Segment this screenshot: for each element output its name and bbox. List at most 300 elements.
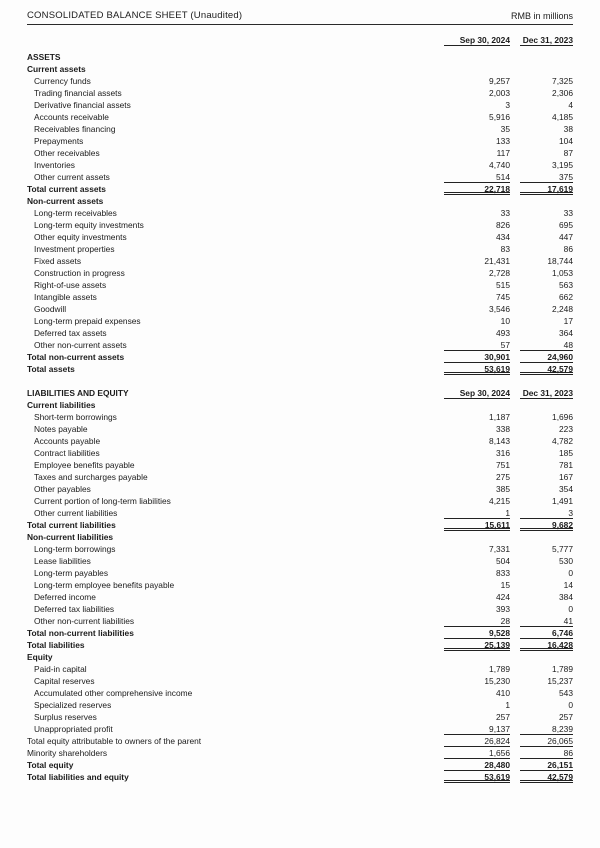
value-dec-31-2023: 17	[563, 316, 573, 326]
value-sep-30-2024: 53,619	[444, 771, 510, 783]
column-gap	[510, 231, 520, 243]
value-dec-31-2023: 364	[559, 328, 573, 338]
table-row	[27, 387, 573, 399]
column-gap	[510, 147, 520, 159]
row-label: Other current assets	[34, 172, 110, 182]
row-label: Prepayments	[34, 136, 84, 146]
value-dec-31-2023: 530	[559, 556, 573, 566]
value-dec-31-2023: 87	[563, 148, 573, 158]
row-label: Investment properties	[34, 244, 115, 254]
value-sep-30-2024: 7,331	[489, 544, 510, 554]
table-row	[27, 183, 573, 195]
table-row	[27, 423, 573, 435]
column-gap	[510, 435, 520, 447]
table-row	[27, 99, 573, 111]
column-gap	[510, 699, 520, 711]
table-row	[27, 339, 573, 351]
column-gap	[510, 75, 520, 87]
row-label: Employee benefits payable	[34, 460, 135, 470]
document-header	[27, 10, 573, 25]
row-label: Current portion of long-term liabilities	[34, 496, 171, 506]
value-sep-30-2024: 1,187	[489, 412, 510, 422]
column-gap	[510, 267, 520, 279]
row-label: Capital reserves	[34, 676, 95, 686]
value-sep-30-2024: 25,139	[444, 639, 510, 651]
value-sep-30-2024: 4,215	[489, 496, 510, 506]
row-label: Surplus reserves	[34, 712, 97, 722]
column-header-dec-31-2023: Dec 31, 2023	[520, 34, 573, 46]
row-label: Other non-current assets	[34, 340, 127, 350]
row-label: Non-current liabilities	[27, 532, 114, 542]
row-label: Current liabilities	[27, 400, 96, 410]
row-label: Construction in progress	[34, 268, 125, 278]
value-dec-31-2023: 26,151	[520, 759, 573, 771]
column-gap	[510, 507, 520, 519]
row-label: Total liabilities and equity	[27, 772, 129, 782]
table-row	[27, 735, 573, 747]
row-label: Fixed assets	[34, 256, 82, 266]
value-sep-30-2024	[444, 63, 510, 75]
column-gap	[510, 471, 520, 483]
column-gap	[510, 399, 520, 411]
value-sep-30-2024: 83	[500, 244, 510, 254]
value-dec-31-2023: 7,325	[552, 76, 573, 86]
value-sep-30-2024: 745	[496, 292, 510, 302]
row-label: Accounts receivable	[34, 112, 109, 122]
value-sep-30-2024: 1,789	[489, 664, 510, 674]
column-gap	[510, 495, 520, 507]
row-label: Long-term payables	[34, 568, 109, 578]
table-row	[27, 651, 573, 663]
value-dec-31-2023: 695	[559, 220, 573, 230]
column-gap	[510, 627, 520, 639]
value-dec-31-2023: 1,696	[552, 412, 573, 422]
table-row	[27, 471, 573, 483]
value-sep-30-2024: 9,257	[489, 76, 510, 86]
table-row	[27, 243, 573, 255]
value-dec-31-2023: 14	[563, 580, 573, 590]
row-label: Currency funds	[34, 76, 91, 86]
column-gap	[510, 723, 520, 735]
value-sep-30-2024: 4,740	[489, 160, 510, 170]
value-dec-31-2023	[520, 399, 573, 411]
column-gap	[510, 591, 520, 603]
column-gap	[510, 207, 520, 219]
column-gap	[510, 255, 520, 267]
value-dec-31-2023: 4	[568, 100, 573, 110]
column-gap	[510, 351, 520, 363]
row-label: Other equity investments	[34, 232, 127, 242]
row-label: Total current liabilities	[27, 520, 116, 530]
column-gap	[510, 543, 520, 555]
table-row	[27, 267, 573, 279]
page-title: CONSOLIDATED BALANCE SHEET (Unaudited)	[27, 10, 243, 21]
column-gap	[510, 411, 520, 423]
table-row	[27, 603, 573, 615]
row-label: Taxes and surcharges payable	[34, 472, 148, 482]
value-dec-31-2023: 257	[559, 712, 573, 722]
value-sep-30-2024: 9,137	[444, 723, 510, 735]
value-dec-31-2023: 15,237	[547, 676, 573, 686]
table-row	[27, 34, 573, 46]
column-gap	[510, 339, 520, 351]
row-label: ASSETS	[27, 52, 61, 62]
column-gap	[510, 459, 520, 471]
column-gap	[510, 327, 520, 339]
value-sep-30-2024: 10	[500, 316, 510, 326]
table-row	[27, 759, 573, 771]
table-row	[27, 87, 573, 99]
table-row	[27, 111, 573, 123]
value-sep-30-2024: 257	[496, 712, 510, 722]
value-dec-31-2023: 18,744	[547, 256, 573, 266]
value-dec-31-2023: 375	[520, 171, 573, 183]
column-gap	[510, 651, 520, 663]
row-label: Total liabilities	[27, 640, 85, 650]
table-row	[27, 507, 573, 519]
value-sep-30-2024: 57	[444, 339, 510, 351]
value-sep-30-2024: 504	[496, 556, 510, 566]
row-label: Lease liabilities	[34, 556, 91, 566]
value-sep-30-2024: 22,718	[444, 183, 510, 195]
value-sep-30-2024: 15,611	[444, 519, 510, 531]
value-dec-31-2023: 6,746	[520, 627, 573, 639]
row-label: Trading financial assets	[34, 88, 122, 98]
value-dec-31-2023: 86	[520, 747, 573, 759]
row-label: Deferred tax assets	[34, 328, 107, 338]
value-dec-31-2023: 24,960	[520, 351, 573, 363]
column-gap	[510, 711, 520, 723]
column-gap	[510, 747, 520, 759]
value-sep-30-2024: 493	[496, 328, 510, 338]
table-row	[27, 615, 573, 627]
column-gap	[510, 687, 520, 699]
table-row	[27, 567, 573, 579]
row-label: Deferred tax liabilities	[34, 604, 115, 614]
value-sep-30-2024: 424	[496, 592, 510, 602]
value-sep-30-2024: 33	[500, 208, 510, 218]
value-sep-30-2024: 2,728	[489, 268, 510, 278]
column-gap	[510, 759, 520, 771]
row-label: Right-of-use assets	[34, 280, 107, 290]
row-label: Total non-current liabilities	[27, 628, 134, 638]
table-row	[27, 531, 573, 543]
column-gap	[510, 555, 520, 567]
column-gap	[510, 423, 520, 435]
value-sep-30-2024: 9,528	[444, 627, 510, 639]
value-sep-30-2024: 1	[505, 700, 510, 710]
table-row	[27, 207, 573, 219]
row-label: Total non-current assets	[27, 352, 125, 362]
row-label: Intangible assets	[34, 292, 97, 302]
value-sep-30-2024: 21,431	[484, 256, 510, 266]
column-gap	[510, 195, 520, 207]
column-gap	[510, 519, 520, 531]
value-sep-30-2024: 275	[496, 472, 510, 482]
value-dec-31-2023: 781	[559, 460, 573, 470]
value-dec-31-2023: 543	[559, 688, 573, 698]
row-label: Contract liabilities	[34, 448, 100, 458]
column-gap	[510, 363, 520, 375]
value-dec-31-2023: 1,491	[552, 496, 573, 506]
value-sep-30-2024: 434	[496, 232, 510, 242]
column-gap	[510, 387, 520, 399]
row-label: Accounts payable	[34, 436, 101, 446]
value-sep-30-2024	[444, 531, 510, 543]
assets-table	[27, 34, 573, 375]
column-gap	[510, 567, 520, 579]
column-gap	[510, 303, 520, 315]
column-gap	[510, 159, 520, 171]
value-sep-30-2024: 316	[496, 448, 510, 458]
table-row	[27, 747, 573, 759]
value-sep-30-2024: 28,480	[444, 759, 510, 771]
value-sep-30-2024: 117	[496, 148, 510, 158]
value-sep-30-2024: 1,656	[444, 747, 510, 759]
currency-unit-label: RMB in millions	[510, 11, 573, 21]
table-row	[27, 543, 573, 555]
value-dec-31-2023: 26,065	[520, 735, 573, 747]
table-row	[27, 675, 573, 687]
row-label: Other current liabilities	[34, 508, 118, 518]
value-dec-31-2023: 16,428	[520, 639, 573, 651]
table-row	[27, 63, 573, 75]
value-dec-31-2023: 8,239	[520, 723, 573, 735]
value-dec-31-2023: 5,777	[552, 544, 573, 554]
row-label: Total current assets	[27, 184, 106, 194]
value-dec-31-2023: 384	[559, 592, 573, 602]
value-sep-30-2024: 515	[496, 280, 510, 290]
value-sep-30-2024: 15,230	[484, 676, 510, 686]
row-label: Minority shareholders	[27, 748, 108, 758]
value-sep-30-2024: 8,143	[489, 436, 510, 446]
row-label: Long-term equity investments	[34, 220, 144, 230]
column-gap	[510, 183, 520, 195]
value-dec-31-2023: 42,579	[520, 771, 573, 783]
column-gap	[510, 51, 520, 63]
value-dec-31-2023: 2,306	[552, 88, 573, 98]
row-label: Other non-current liabilities	[34, 616, 135, 626]
column-gap	[510, 219, 520, 231]
column-gap	[510, 63, 520, 75]
table-row	[27, 195, 573, 207]
table-row	[27, 363, 573, 375]
table-row	[27, 135, 573, 147]
table-row	[27, 231, 573, 243]
row-label: Derivative financial assets	[34, 100, 131, 110]
row-label: Equity	[27, 652, 53, 662]
table-row	[27, 279, 573, 291]
value-dec-31-2023	[520, 51, 573, 63]
table-row	[27, 255, 573, 267]
value-dec-31-2023: 9,682	[520, 519, 573, 531]
value-dec-31-2023: 2,248	[552, 304, 573, 314]
column-gap	[510, 615, 520, 627]
value-dec-31-2023: 42,579	[520, 363, 573, 375]
column-gap	[510, 279, 520, 291]
table-row	[27, 123, 573, 135]
value-dec-31-2023: 33	[563, 208, 573, 218]
value-sep-30-2024: 1	[444, 507, 510, 519]
value-sep-30-2024: 3,546	[489, 304, 510, 314]
value-dec-31-2023: 0	[568, 568, 573, 578]
table-row	[27, 459, 573, 471]
table-row	[27, 579, 573, 591]
value-sep-30-2024: 2,003	[489, 88, 510, 98]
value-dec-31-2023: 223	[559, 424, 573, 434]
value-sep-30-2024: 133	[496, 136, 510, 146]
value-dec-31-2023: 86	[563, 244, 573, 254]
value-dec-31-2023: 3	[520, 507, 573, 519]
column-gap	[510, 771, 520, 783]
value-dec-31-2023: 563	[559, 280, 573, 290]
value-dec-31-2023: 662	[559, 292, 573, 302]
value-sep-30-2024: 751	[496, 460, 510, 470]
value-dec-31-2023: 0	[568, 700, 573, 710]
value-dec-31-2023	[520, 531, 573, 543]
column-header-sep-30-2024: Sep 30, 2024	[444, 34, 510, 46]
value-sep-30-2024: 35	[500, 124, 510, 134]
value-sep-30-2024: 3	[505, 100, 510, 110]
value-sep-30-2024	[444, 651, 510, 663]
row-label: Short-term borrowings	[34, 412, 117, 422]
table-row	[27, 555, 573, 567]
value-dec-31-2023	[520, 651, 573, 663]
row-label: Current assets	[27, 64, 86, 74]
column-gap	[510, 291, 520, 303]
value-sep-30-2024: 393	[496, 604, 510, 614]
value-sep-30-2024: 5,916	[489, 112, 510, 122]
value-sep-30-2024: 30,901	[444, 351, 510, 363]
table-row	[27, 687, 573, 699]
row-label: Unappropriated profit	[34, 724, 113, 734]
value-dec-31-2023: 48	[520, 339, 573, 351]
row-label: Notes payable	[34, 424, 88, 434]
value-dec-31-2023: 38	[563, 124, 573, 134]
value-dec-31-2023: 1,789	[552, 664, 573, 674]
table-row	[27, 75, 573, 87]
table-row	[27, 51, 573, 63]
value-sep-30-2024: 53,619	[444, 363, 510, 375]
value-sep-30-2024: 28	[444, 615, 510, 627]
value-dec-31-2023: 185	[559, 448, 573, 458]
column-gap	[510, 123, 520, 135]
column-gap	[510, 735, 520, 747]
row-label: Goodwill	[34, 304, 67, 314]
value-dec-31-2023: 3,195	[552, 160, 573, 170]
value-sep-30-2024: 385	[496, 484, 510, 494]
row-label: Inventories	[34, 160, 75, 170]
column-gap	[510, 531, 520, 543]
row-label: Long-term prepaid expenses	[34, 316, 141, 326]
column-gap	[510, 675, 520, 687]
value-sep-30-2024: 410	[496, 688, 510, 698]
table-row	[27, 291, 573, 303]
row-label	[27, 34, 444, 46]
table-row	[27, 771, 573, 783]
value-dec-31-2023: 41	[520, 615, 573, 627]
row-label: Paid-in capital	[34, 664, 87, 674]
table-row	[27, 315, 573, 327]
value-sep-30-2024: 514	[444, 171, 510, 183]
table-row	[27, 411, 573, 423]
column-gap	[510, 603, 520, 615]
row-label: Long-term receivables	[34, 208, 117, 218]
column-gap	[510, 243, 520, 255]
value-dec-31-2023: 447	[559, 232, 573, 242]
value-dec-31-2023: 4,185	[552, 112, 573, 122]
value-dec-31-2023: 17,619	[520, 183, 573, 195]
column-gap	[510, 447, 520, 459]
liabilities-and-equity-table	[27, 387, 573, 783]
column-gap	[510, 663, 520, 675]
value-sep-30-2024	[444, 399, 510, 411]
column-gap	[510, 639, 520, 651]
table-row	[27, 723, 573, 735]
table-row	[27, 303, 573, 315]
table-row	[27, 351, 573, 363]
row-label: Accumulated other comprehensive income	[34, 688, 193, 698]
value-sep-30-2024: 338	[496, 424, 510, 434]
row-label: Non-current assets	[27, 196, 104, 206]
table-row	[27, 219, 573, 231]
row-label: Receivables financing	[34, 124, 116, 134]
column-gap	[510, 135, 520, 147]
row-label: Deferred income	[34, 592, 96, 602]
table-row	[27, 519, 573, 531]
table-row	[27, 591, 573, 603]
value-dec-31-2023	[520, 195, 573, 207]
row-label: Long-term borrowings	[34, 544, 116, 554]
column-gap	[510, 315, 520, 327]
value-dec-31-2023: 1,053	[552, 268, 573, 278]
value-sep-30-2024	[444, 195, 510, 207]
value-dec-31-2023: 0	[568, 604, 573, 614]
table-row	[27, 399, 573, 411]
column-gap	[510, 111, 520, 123]
row-label: Total equity	[27, 760, 74, 770]
value-dec-31-2023: 354	[559, 484, 573, 494]
table-row	[27, 147, 573, 159]
table-row	[27, 171, 573, 183]
column-gap	[510, 579, 520, 591]
table-row	[27, 327, 573, 339]
table-row	[27, 483, 573, 495]
table-row	[27, 663, 573, 675]
value-dec-31-2023: 167	[559, 472, 573, 482]
row-label: Long-term employee benefits payable	[34, 580, 175, 590]
table-row	[27, 495, 573, 507]
column-gap	[510, 171, 520, 183]
value-dec-31-2023: 4,782	[552, 436, 573, 446]
row-label: Specialized reserves	[34, 700, 112, 710]
column-gap	[510, 483, 520, 495]
value-sep-30-2024	[444, 51, 510, 63]
row-label: Other receivables	[34, 148, 100, 158]
table-row	[27, 699, 573, 711]
value-dec-31-2023: 104	[559, 136, 573, 146]
table-row	[27, 711, 573, 723]
table-row	[27, 639, 573, 651]
column-gap	[510, 34, 520, 46]
table-row	[27, 627, 573, 639]
table-row	[27, 447, 573, 459]
row-label: Total equity attributable to owners of the parent	[27, 736, 202, 746]
value-sep-30-2024: 26,824	[444, 735, 510, 747]
value-sep-30-2024: 15	[500, 580, 510, 590]
column-gap	[510, 99, 520, 111]
table-row	[27, 159, 573, 171]
